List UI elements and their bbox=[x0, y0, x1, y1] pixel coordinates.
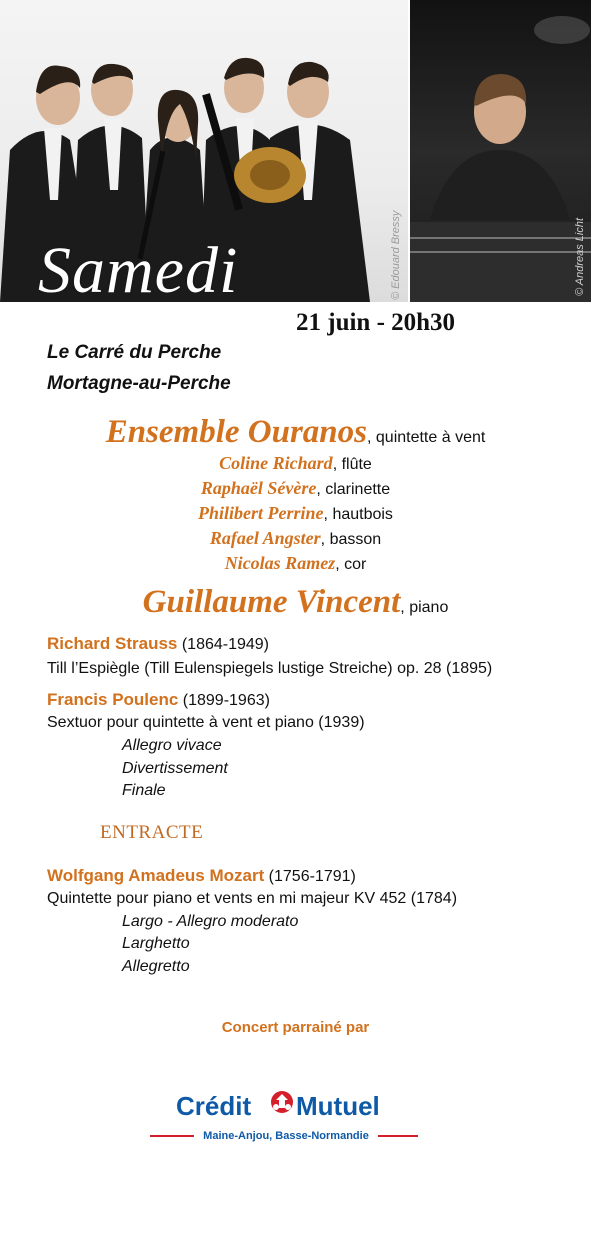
member-name: Coline Richard bbox=[219, 453, 333, 473]
movement: Allegro vivace bbox=[122, 737, 222, 754]
logo-word1: Crédit bbox=[176, 1091, 252, 1121]
member-instrument: , flûte bbox=[332, 456, 372, 473]
ensemble-role: , quintette à vent bbox=[367, 429, 486, 446]
member-name: Raphaël Sévère bbox=[200, 478, 317, 498]
member-row bbox=[0, 453, 591, 474]
soloist-name: Guillaume Vincent bbox=[142, 584, 401, 620]
ensemble-name: Ensemble Ouranos bbox=[105, 414, 367, 450]
photo-credit-left: © Edouard Bressy bbox=[390, 210, 402, 300]
venue-name: Le Carré du Perche bbox=[47, 342, 222, 363]
pianist-illustration bbox=[410, 0, 591, 302]
member-instrument: , hautbois bbox=[323, 506, 393, 523]
ensemble-line bbox=[0, 414, 591, 451]
work-title: Till l’Espiègle (Till Eulenspiegels lustige Streiche) op. 28 (1895) bbox=[47, 660, 493, 677]
work-title: Sextuor pour quintette à vent et piano (1939) bbox=[47, 714, 365, 731]
composer-dates: (1756-1791) bbox=[264, 868, 356, 885]
composer-line bbox=[47, 866, 356, 886]
day-title: Samedi bbox=[38, 234, 239, 302]
logo-emblem-icon bbox=[271, 1091, 293, 1113]
intermission-label: ENTRACTE bbox=[100, 822, 204, 843]
movement: Allegretto bbox=[122, 958, 190, 975]
header-photos bbox=[0, 0, 591, 302]
composer-name: Richard Strauss bbox=[47, 634, 178, 653]
event-date-time: 21 juin - 20h30 bbox=[296, 309, 456, 336]
member-instrument: , basson bbox=[320, 531, 382, 548]
soloist-role: , piano bbox=[400, 599, 449, 616]
member-row bbox=[0, 503, 591, 524]
work-title: Quintette pour piano et vents en mi majeur KV 452 (1784) bbox=[47, 890, 458, 907]
logo-subtitle: Maine-Anjou, Basse-Normandie bbox=[203, 1130, 369, 1142]
member-instrument: , cor bbox=[335, 556, 367, 573]
movement: Larghetto bbox=[122, 935, 190, 952]
credit-mutuel-logo bbox=[150, 1088, 420, 1148]
logo-word2: Mutuel bbox=[296, 1091, 380, 1121]
ensemble-photo bbox=[0, 0, 408, 302]
composer-dates: (1899-1963) bbox=[178, 692, 270, 709]
composer-line bbox=[47, 690, 270, 710]
member-name: Philibert Perrine bbox=[198, 503, 324, 523]
venue-city: Mortagne-au-Perche bbox=[47, 373, 231, 394]
composer-name: Francis Poulenc bbox=[47, 690, 179, 709]
movement: Divertissement bbox=[122, 760, 228, 777]
photo-credit-right: © Andreas Licht bbox=[574, 217, 586, 296]
member-instrument: , clarinette bbox=[316, 481, 391, 498]
movement: Finale bbox=[122, 782, 166, 799]
composer-dates: (1864-1949) bbox=[177, 636, 270, 653]
member-row bbox=[0, 528, 591, 549]
member-name: Rafael Angster bbox=[209, 528, 321, 548]
member-name: Nicolas Ramez bbox=[224, 553, 336, 573]
composer-line bbox=[47, 634, 269, 654]
sponsor-label: Concert parrainé par bbox=[221, 1019, 370, 1036]
member-row bbox=[0, 478, 591, 499]
composer-name: Wolfgang Amadeus Mozart bbox=[47, 866, 265, 885]
member-row bbox=[0, 553, 591, 574]
pianist-photo bbox=[410, 0, 591, 302]
movement: Largo - Allegro moderato bbox=[122, 913, 299, 930]
soloist-line bbox=[0, 584, 591, 621]
